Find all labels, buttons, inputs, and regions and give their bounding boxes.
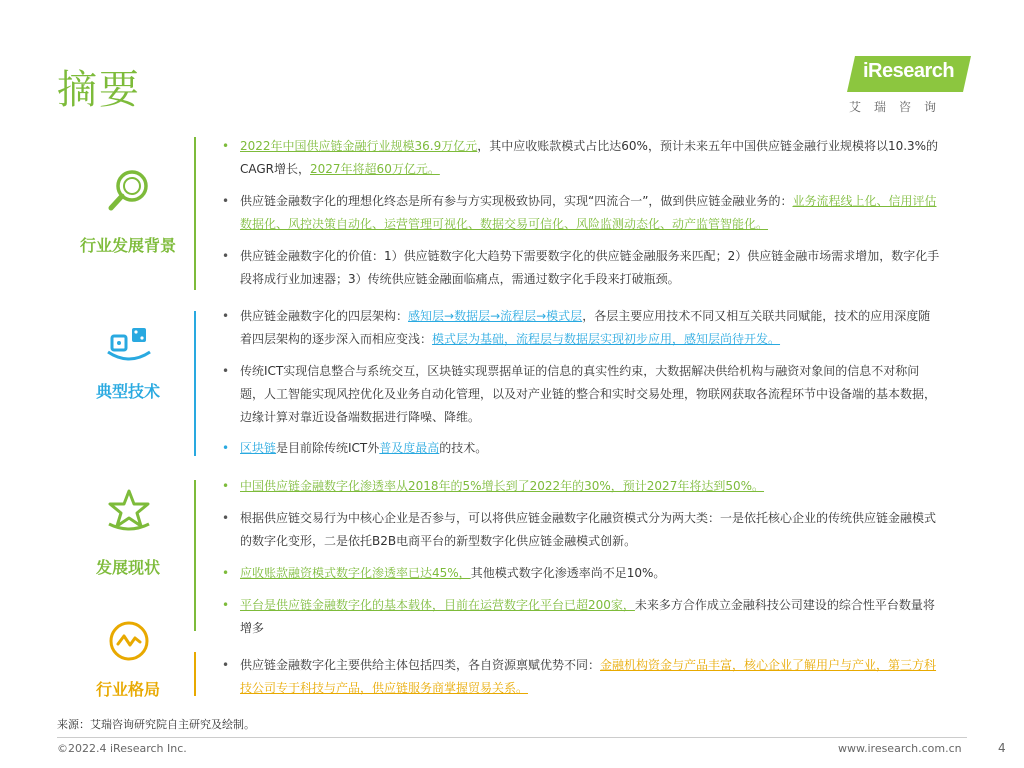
bullet-dot: • [222, 194, 230, 208]
text: 其他模式数字化渗透率尚不足10%。 [470, 566, 666, 580]
text: ，各层主要应用技术不同又相互关联共同赋能，技术的应用深度随着四层架构的逐步深入而相应变浅： [240, 309, 931, 346]
section-divider-status [194, 480, 196, 631]
bullet-dot: • [222, 566, 230, 580]
footer-divider [57, 737, 967, 738]
section-divider-technology [194, 311, 196, 456]
highlight: 模式层为基础，流程层与数据层实现初步应用，感知层尚待开发。 [432, 332, 781, 346]
text: 供应链金融数字化主要供给主体包括四类，各自资源禀赋优势不同： [240, 658, 601, 672]
bullet-dot: • [222, 441, 230, 455]
bullet-blockchain [222, 437, 942, 460]
bullet-dot: • [222, 364, 230, 378]
highlight: 区块链 [240, 441, 277, 455]
highlight: 感知层→数据层→流程层→模式层 [408, 309, 583, 323]
section-divider-background [194, 137, 196, 290]
page-number: 4 [998, 741, 1006, 755]
highlight: 应收账款融资模式数字化渗透率已达45%， [240, 566, 471, 580]
bullet-dot: • [222, 479, 230, 493]
section-label-status: 发展现状 [95, 558, 160, 577]
bullet-dot: • [222, 598, 230, 612]
bullet-dot: • [222, 309, 230, 323]
footer-url[interactable]: www.iresearch.com.cn [838, 742, 962, 755]
highlight: 金融机构资金与产品丰富，核心企业了解用户与产业，第三方科技公司专于科技与产品，供应链服务商掌握贸易关系。 [240, 658, 937, 695]
logo-subtitle: 艾瑞咨询 [849, 100, 950, 114]
text: 供应链金融数字化的四层架构： [240, 309, 409, 323]
section-label-background: 行业发展背景 [79, 236, 176, 255]
bullet-receivables [222, 562, 942, 585]
section-label-technology: 典型技术 [95, 382, 160, 401]
text: 供应链金融数字化的价值：1）供应链数字化大趋势下需要数字化的供应链金融服务来匹配；2）供应链金融市场需求增加，数字化手段将成行业加速器；3）传统供应链金融面临痛点，需通过数字化手段来打破瓶颈。 [240, 249, 940, 286]
text: 未来多方合作成立金融科技公司建设的综合性平台数量将增多 [240, 598, 935, 635]
highlight: 2022年中国供应链金融行业规模36.9万亿元 [240, 139, 478, 153]
bullet-dot: • [222, 511, 230, 525]
bullet-dot: • [222, 658, 230, 672]
text: 的技术。 [439, 441, 488, 455]
bullet-architecture [222, 305, 942, 351]
bullet-dot: • [222, 249, 230, 263]
bullet-technologies [222, 360, 942, 429]
bullet-industry-scale [222, 135, 942, 181]
highlight: 平台是供应链金融数字化的基本载体，目前在运营数字化平台已超200家， [240, 598, 635, 612]
bullet-ideal-state [222, 190, 942, 236]
footer-copyright: ©2022.4 iResearch Inc. [57, 742, 187, 755]
text: ，其中应收账款模式占比达60%，预计未来五年中国供应链金融行业规模将以10.3%的CAGR增长， [240, 139, 939, 176]
magnifier-icon [106, 168, 152, 214]
text: 是目前除传统ICT外 [276, 441, 380, 455]
text: 传统ICT实现信息整合与系统交互，区块链实现票据单证的信息的真实性约束，大数据解决供给机构与融资对象间的信息不对称问题，人工智能实现风控优化及业务自动化管理，以及对产业链的整合和实时交易处理，物联网获取各流程环节中设备端的基本数据，边缘计算对靠近设备端数据进行降噪、降维。 [240, 364, 937, 424]
text: 供应链金融数字化的理想化终态是所有参与方实现极致协同，实现“四流合一”，做到供应链金融业务的： [240, 194, 793, 208]
page-title: 摘要 [57, 67, 141, 113]
highlight: 普及度最高 [379, 441, 440, 455]
logo-brand-text: iResearch [863, 60, 955, 82]
section-label-landscape: 行业格局 [95, 680, 160, 699]
highlight: 业务流程线上化、信用评估数据化、风控决策自动化、运营管理可视化、数据交易可信化、风险监测动态化、动产监管智能化。 [240, 194, 937, 231]
text: 根据供应链交易行为中核心企业是否参与，可以将供应链金融数字化融资模式分为两大类：一是依托核心企业的传统供应链金融模式的数字化变形，二是依托B2B电商平台的新型数字化供应链金融模式创新。 [240, 511, 937, 548]
section-divider-landscape [194, 652, 196, 696]
source-note: 来源：艾瑞咨询研究院自主研究及绘制。 [57, 718, 255, 731]
technology-blocks-icon [104, 322, 154, 366]
highlight: 中国供应链金融数字化渗透率从2018年的5%增长到了2022年的30%，预计2027年将达到50%。 [240, 479, 765, 493]
bullet-financing-modes [222, 507, 942, 553]
bullet-penetration [222, 475, 942, 498]
bullet-value [222, 245, 942, 291]
star-growth-icon [104, 488, 154, 534]
bullet-suppliers [222, 654, 942, 700]
bullet-platforms [222, 594, 942, 640]
wave-circle-icon [108, 620, 150, 662]
iresearch-logo [847, 54, 975, 118]
bullet-dot: • [222, 139, 230, 153]
highlight: 2027年将超60万亿元。 [310, 162, 440, 176]
